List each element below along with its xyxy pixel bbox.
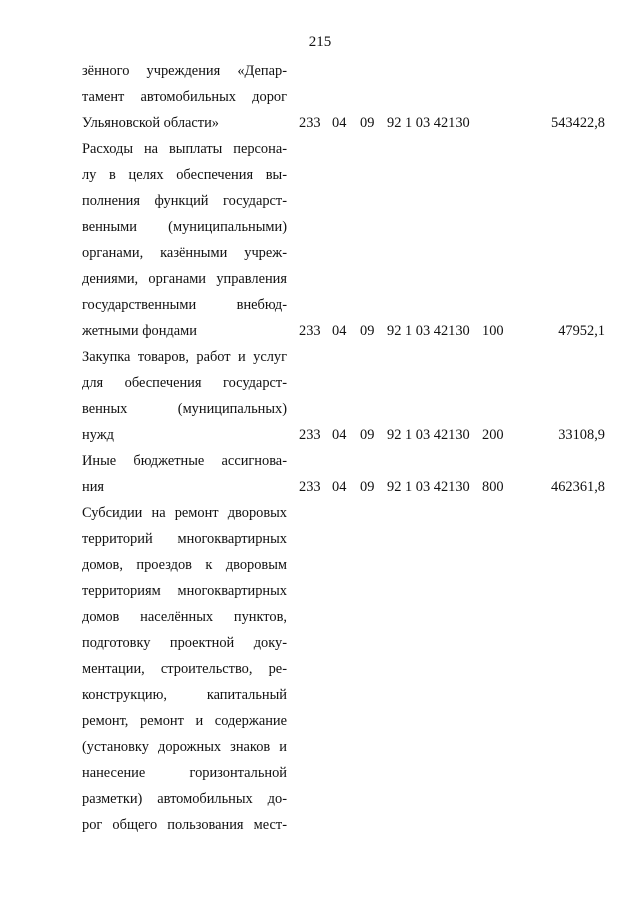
target-article-code: 92 1 03 42130 <box>387 115 470 131</box>
section-code: 04 <box>332 323 347 339</box>
description-line: нужд <box>82 427 114 443</box>
table-row <box>0 140 640 348</box>
amount: 47952,1 <box>558 323 605 339</box>
description-line: ментации, строительство, ре- <box>82 661 287 677</box>
table-row <box>0 62 640 140</box>
expense-type-code: 100 <box>482 323 504 339</box>
description-line: домов, проездов к дворовым <box>82 557 287 573</box>
description-line: зённого учреждения «Депар- <box>82 63 287 79</box>
target-article-code: 92 1 03 42130 <box>387 427 470 443</box>
description-line: тамент автомобильных дорог <box>82 89 287 105</box>
section-code: 04 <box>332 427 347 443</box>
grbs-code: 233 <box>299 427 321 443</box>
budget-table <box>0 62 640 842</box>
section-code: 04 <box>332 479 347 495</box>
description-line: (установку дорожных знаков и <box>82 739 287 755</box>
row-description <box>82 504 287 842</box>
description-line: территориям многоквартирных <box>82 583 287 599</box>
grbs-code: 233 <box>299 479 321 495</box>
description-line: подготовку проектной доку- <box>82 635 287 651</box>
description-line: дениями, органами управления <box>82 271 287 287</box>
description-line: рог общего пользования мест- <box>82 817 287 833</box>
page-number: 215 <box>308 34 332 50</box>
grbs-code: 233 <box>299 115 321 131</box>
description-line: Закупка товаров, работ и услуг <box>82 349 287 365</box>
target-article-code: 92 1 03 42130 <box>387 323 470 339</box>
subsection-code: 09 <box>360 323 375 339</box>
grbs-code: 233 <box>299 323 321 339</box>
description-line: ния <box>82 479 105 495</box>
subsection-code: 09 <box>360 479 375 495</box>
description-line: Иные бюджетные ассигнова- <box>82 453 287 469</box>
description-line: конструкцию, капитальный <box>82 687 287 703</box>
table-row <box>0 348 640 452</box>
description-line: Расходы на выплаты персона- <box>82 141 287 157</box>
description-line: нанесение горизонтальной <box>82 765 287 781</box>
description-line: государственными внебюд- <box>82 297 287 313</box>
amount: 33108,9 <box>558 427 605 443</box>
description-line: домов населённых пунктов, <box>82 609 287 625</box>
description-line: жетными фондами <box>82 323 197 339</box>
description-line: полнения функций государст- <box>82 193 287 209</box>
description-line: венных (муниципальных) <box>82 401 287 417</box>
table-row <box>0 504 640 842</box>
subsection-code: 09 <box>360 115 375 131</box>
description-line: ремонт, ремонт и содержание <box>82 713 287 729</box>
description-line: венными (муниципальными) <box>82 219 287 235</box>
description-line: Субсидии на ремонт дворовых <box>82 505 287 521</box>
description-line: органами, казёнными учреж- <box>82 245 287 261</box>
amount: 462361,8 <box>551 479 605 495</box>
row-codes <box>0 478 640 504</box>
description-line: лу в целях обеспечения вы- <box>82 167 287 183</box>
description-line: для обеспечения государст- <box>82 375 287 391</box>
amount: 543422,8 <box>551 115 605 131</box>
target-article-code: 92 1 03 42130 <box>387 479 470 495</box>
description-line: территорий многоквартирных <box>82 531 287 547</box>
expense-type-code: 200 <box>482 427 504 443</box>
row-codes <box>0 816 640 842</box>
expense-type-code: 800 <box>482 479 504 495</box>
table-row <box>0 452 640 504</box>
row-codes <box>0 114 640 140</box>
subsection-code: 09 <box>360 427 375 443</box>
description-line: Ульяновской области» <box>82 115 219 131</box>
row-codes <box>0 322 640 348</box>
description-line: разметки) автомобильных до- <box>82 791 287 807</box>
row-codes <box>0 426 640 452</box>
row-description <box>82 140 287 348</box>
section-code: 04 <box>332 115 347 131</box>
